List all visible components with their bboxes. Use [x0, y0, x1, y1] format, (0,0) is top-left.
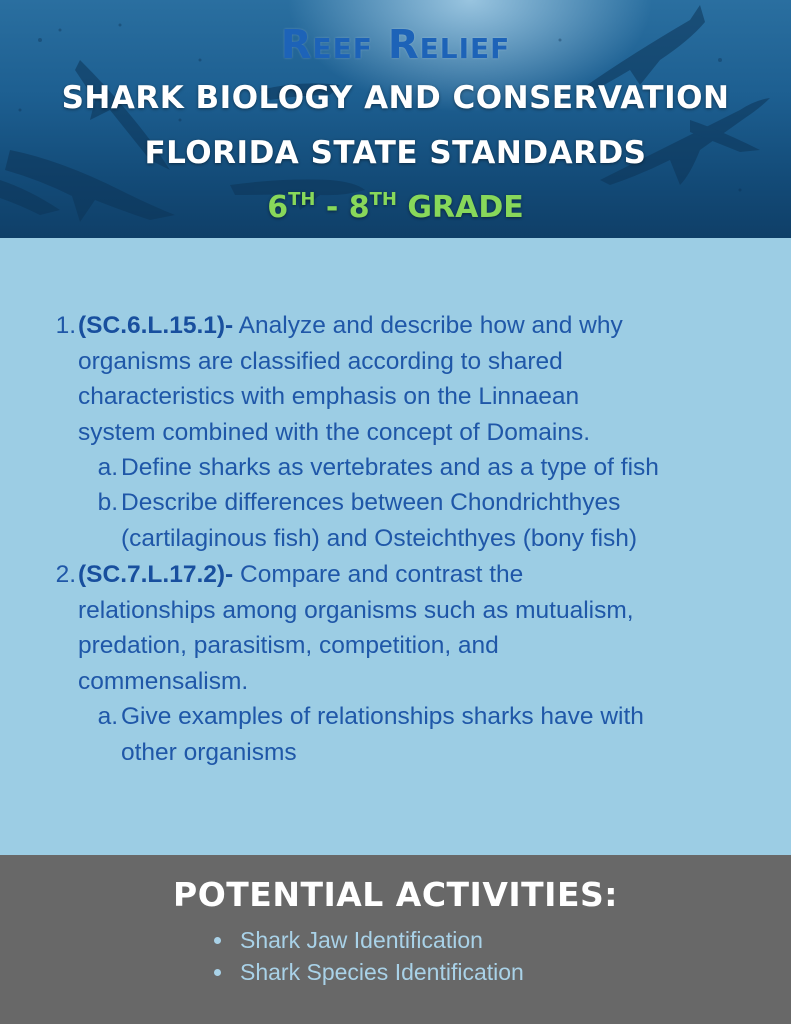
activity-label: Shark Jaw Identification: [240, 927, 483, 953]
grade-to: 8: [348, 190, 370, 225]
standards-section: [0, 238, 791, 855]
standard-line: system combined with the concept of Domains.: [78, 418, 591, 446]
activities-section: [0, 855, 791, 1024]
activity-label: Shark Species Identification: [240, 959, 524, 985]
standard-code: (SC.7.L.17.2)-: [78, 561, 234, 588]
subitem-text: Describe differences between Chondrichthyes (cartilaginous fish) and Osteichthyes (bony fish): [121, 489, 638, 552]
grade-from: 6: [267, 190, 289, 225]
standard-line: organisms are classified according to shared: [78, 347, 563, 375]
list-item: [240, 959, 720, 986]
header-banner: [0, 0, 791, 238]
page-title-line-2: FLORIDA STATE STANDARDS: [144, 135, 647, 171]
standard-line: relationships among organisms such as mutualism,: [78, 596, 634, 624]
bullet-icon: [214, 937, 221, 944]
standard-text: [78, 308, 768, 450]
standard-line: (SC.6.L.15.1)- Analyze and describe how and why: [78, 312, 623, 339]
grade-separator: -: [315, 190, 349, 225]
standard-line: (SC.7.L.17.2)- Compare and contrast the: [78, 561, 524, 588]
standard-line: commensalism.: [78, 667, 249, 695]
brand-logo-text: Reef Relief: [280, 22, 511, 68]
subitem-letter: b.: [97, 489, 118, 516]
standard-number: 2.: [55, 561, 76, 588]
subitem-letter: a.: [97, 703, 118, 730]
grade-word: GRADE: [396, 190, 524, 225]
subitem-letter: a.: [97, 454, 118, 481]
subitem-text: Give examples of relationships sharks have with other organisms: [121, 703, 644, 766]
page-title-line-1: SHARK BIOLOGY AND CONSERVATION: [61, 80, 730, 116]
standard-code: (SC.6.L.15.1)-: [78, 312, 234, 339]
standard-text: [78, 557, 768, 699]
grade-range: [0, 189, 791, 225]
standard-line: predation, parasitism, competition, and: [78, 632, 499, 659]
activities-title: POTENTIAL ACTIVITIES:: [173, 875, 618, 914]
grade-from-suffix: TH: [288, 189, 316, 210]
list-item: [240, 927, 720, 954]
subitem-text: Define sharks as vertebrates and as a type of fish: [121, 454, 659, 481]
bullet-icon: [214, 969, 221, 976]
grade-to-suffix: TH: [369, 189, 397, 210]
standard-number: 1.: [55, 312, 76, 339]
standard-line: characteristics with emphasis on the Linnaean: [78, 383, 580, 410]
